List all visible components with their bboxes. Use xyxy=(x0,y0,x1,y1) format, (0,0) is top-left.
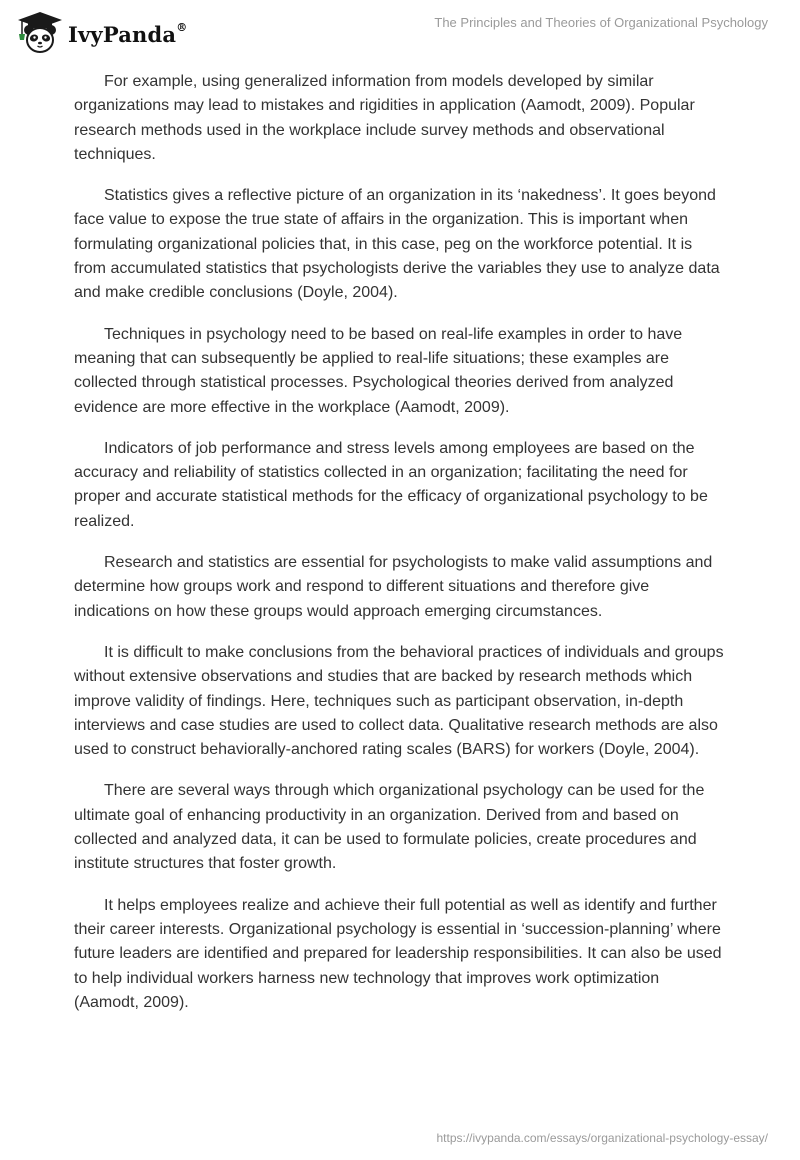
source-url-link[interactable]: https://ivypanda.com/essays/organizational-psychology-essay/ xyxy=(436,1131,768,1145)
panda-graduation-cap-icon xyxy=(14,10,66,54)
paragraph: It helps employees realize and achieve their full potential as well as identify and further their career interests. Organizational psychology is essential in ‘succession-planning’ where future leaders are identified and prepared for leadership responsibilities. It can also be used to help individual workers harness new technology that improves work optimization (Aamodt, 2009). xyxy=(74,896,722,1011)
paragraph: There are several ways through which organizational psychology can be used for the ultimate goal of enhancing productivity in an organization. Derived from and based on collected and analyzed data, it can be used to formulate policies, create procedures and institute structures that foster growth. xyxy=(74,782,705,873)
paragraph: Research and statistics are essential for psychologists to make valid assumptions and determine how groups work and respond to different situations and therefore give indications on how these groups would approach emerging circumstances. xyxy=(74,554,713,620)
brand-name: IvyPanda® xyxy=(68,20,188,47)
page-header xyxy=(0,0,800,60)
paragraph: For example, using generalized information from models developed by similar organizations may lead to mistakes and rigidities in application (Aamodt, 2009). Popular research methods used in the workplace include survey methods and observational techniques. xyxy=(74,73,695,163)
paragraph: It is difficult to make conclusions from the behavioral practices of individuals and groups without extensive observations and studies that are backed by research methods which improve validity of findings. Here, techniques such as participant observation, in-depth interviews and case studies are used to collect data. Qualitative research methods are also used to construct behaviorally-anchored rating scales (BARS) for workers (Doyle, 2004). xyxy=(74,643,724,759)
ivypanda-logo[interactable] xyxy=(14,10,187,54)
paragraph: Indicators of job performance and stress levels among employees are based on the accuracy and reliability of statistics collected in an organization; facilitating the need for proper and accurate statistical methods for the efficacy of organizational psychology to be realized. xyxy=(74,439,708,530)
registered-mark: ® xyxy=(176,20,188,34)
document-title: The Principles and Theories of Organizational Psychology xyxy=(434,15,768,30)
paragraph: Techniques in psychology need to be based on real-life examples in order to have meaning that can subsequently be applied to real-life situations; these examples are collected through statistical processes. Psychological theories derived from analyzed evidence are more effective in the workplace (Aamodt, 2009). xyxy=(74,325,683,416)
essay-body xyxy=(74,70,726,1032)
paragraph: Statistics gives a reflective picture of an organization in its ‘nakedness’. It goes beyond face value to expose the true state of affairs in the organization. This is important when formulating organizational policies that, in this case, peg on the workforce potential. It is from accumulated statistics that psychologists derive the variables they use to analyze data and make credible conclusions (Doyle, 2004). xyxy=(74,187,720,302)
